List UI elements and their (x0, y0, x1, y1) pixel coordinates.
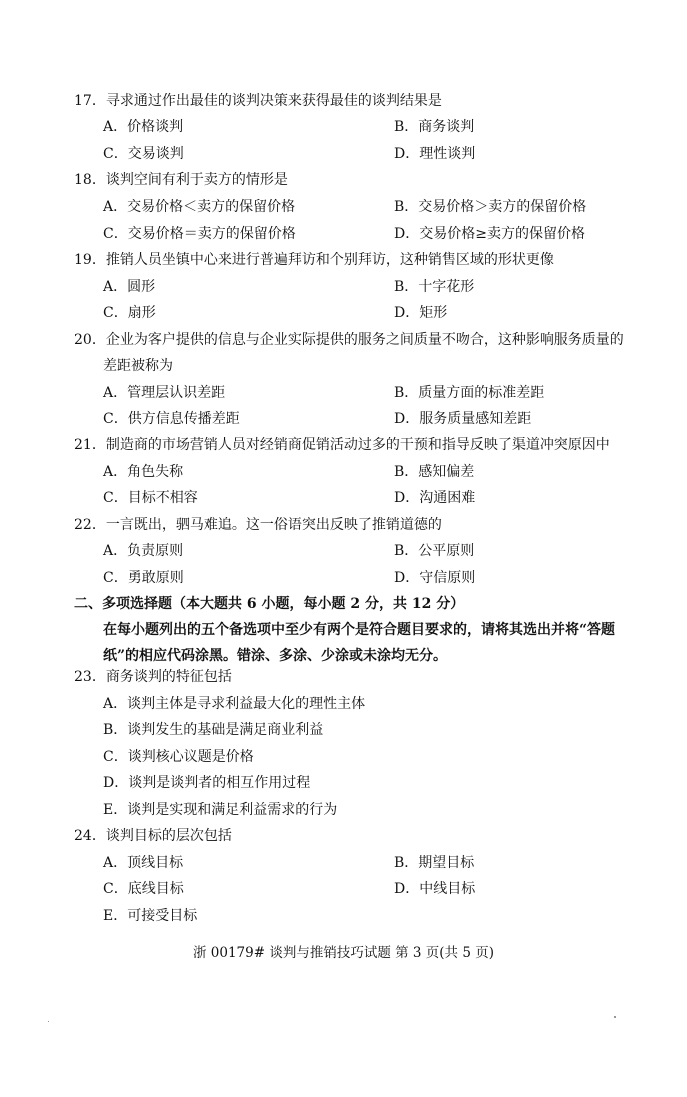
q24-option-c: C．底线目标 (103, 881, 184, 897)
q22-option-c: C．勇敢原则 (103, 570, 184, 586)
q18-option-c: C．交易价格＝卖方的保留价格 (103, 226, 296, 242)
q21-option-c: C．目标不相容 (103, 490, 198, 506)
q22-option-b: B．公平原则 (394, 543, 475, 559)
question-23-stem: 23．商务谈判的特征包括 (74, 669, 232, 685)
question-17-stem: 17．寻求通过作出最佳的谈判决策来获得最佳的谈判结果是 (74, 93, 442, 109)
q24-option-e: E．可接受目标 (103, 908, 198, 924)
q20-option-c: C．供方信息传播差距 (103, 411, 240, 427)
section-2-title: 二、多项选择题（本大题共 6 小题，每小题 2 分，共 12 分） (74, 596, 465, 612)
q19-option-d: D．矩形 (394, 305, 448, 321)
question-20-stem: 20．企业为客户提供的信息与企业实际提供的服务之间质量不吻合，这种影响服务质量的 (74, 332, 624, 348)
question-19-stem: 19．推销人员坐镇中心来进行普遍拜访和个别拜访，这种销售区域的形状更像 (74, 252, 554, 268)
q23-option-a: A．谈判主体是寻求利益最大化的理性主体 (103, 696, 366, 712)
scan-speck (48, 1021, 49, 1022)
q24-option-d: D．中线目标 (394, 881, 476, 897)
q18-option-d: D．交易价格≥卖方的保留价格 (394, 226, 585, 242)
q17-option-b: B．商务谈判 (394, 119, 475, 135)
scan-speck (614, 1016, 616, 1018)
question-21-stem: 21．制造商的市场营销人员对经销商促销活动过多的干预和指导反映了渠道冲突原因中 (74, 437, 610, 453)
q20-option-d: D．服务质量感知差距 (394, 411, 532, 427)
q17-option-a: A．价格谈判 (103, 119, 184, 135)
q20-option-b: B．质量方面的标准差距 (394, 385, 545, 401)
question-22-stem: 22．一言既出，驷马难追。这一俗语突出反映了推销道德的 (74, 517, 442, 533)
q22-option-d: D．守信原则 (394, 570, 476, 586)
q20-option-a: A．管理层认识差距 (103, 385, 226, 401)
q19-option-c: C．扇形 (103, 305, 156, 321)
q17-option-c: C．交易谈判 (103, 146, 184, 162)
q23-option-c: C．谈判核心议题是价格 (103, 749, 254, 765)
q23-option-b: B．谈判发生的基础是满足商业利益 (103, 722, 324, 738)
section-2-instruction-continued: 纸”的相应代码涂黑。错涂、多涂、少涂或未涂均无分。 (103, 648, 448, 664)
q19-option-b: B．十字花形 (394, 279, 475, 295)
q17-option-d: D．理性谈判 (394, 146, 476, 162)
q18-option-a: A．交易价格＜卖方的保留价格 (103, 199, 296, 215)
q23-option-d: D．谈判是谈判者的相互作用过程 (103, 775, 311, 791)
q24-option-a: A．顶线目标 (103, 855, 184, 871)
q19-option-a: A．圆形 (103, 279, 156, 295)
question-18-stem: 18．谈判空间有利于卖方的情形是 (74, 172, 288, 188)
q21-option-b: B．感知偏差 (394, 464, 475, 480)
section-2-instruction: 在每小题列出的五个备选项中至少有两个是符合题目要求的，请将其选出并将“答题 (103, 622, 616, 638)
q23-option-e: E．谈判是实现和满足利益需求的行为 (103, 802, 338, 818)
q24-option-b: B．期望目标 (394, 855, 475, 871)
q22-option-a: A．负责原则 (103, 543, 184, 559)
q21-option-a: A．角色失称 (103, 464, 184, 480)
q21-option-d: D．沟通困难 (394, 490, 476, 506)
question-20-stem-continued: 差距被称为 (103, 358, 173, 374)
q18-option-b: B．交易价格＞卖方的保留价格 (394, 199, 587, 215)
page-footer: 浙 00179# 谈判与推销技巧试题 第 3 页(共 5 页) (192, 945, 494, 961)
question-24-stem: 24．谈判目标的层次包括 (74, 828, 232, 844)
